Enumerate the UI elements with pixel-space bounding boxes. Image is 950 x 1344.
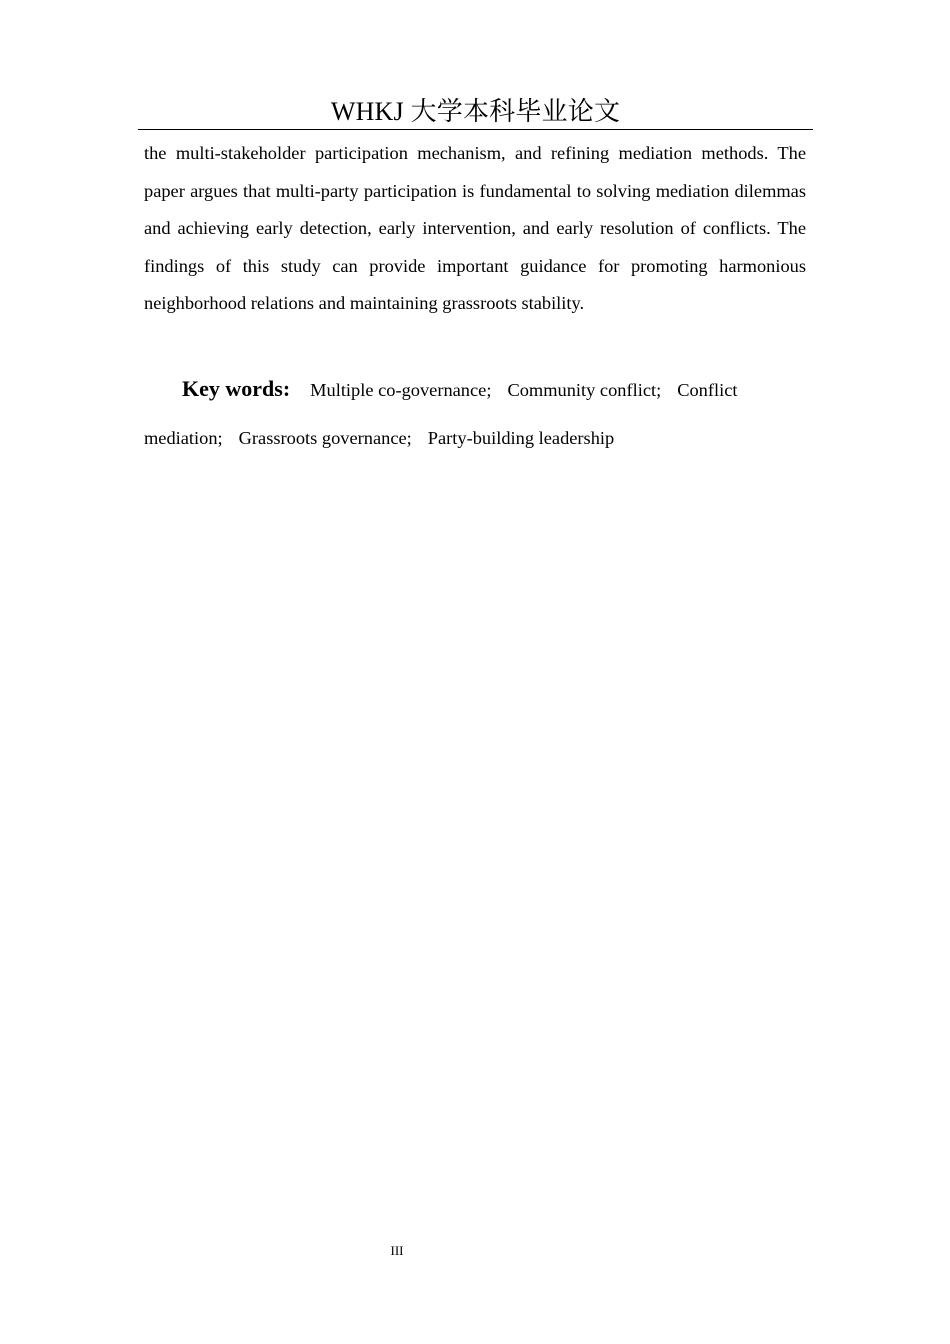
page-number: III: [390, 1243, 404, 1258]
page-header: [138, 96, 813, 130]
keyword-item: Grassroots governance;: [238, 428, 412, 448]
abstract-body: [144, 135, 806, 323]
abstract-line: and achieving early detection, early intervention, and early resolution of conflicts. The: [144, 218, 806, 238]
keywords-line: [144, 365, 806, 413]
keywords-line: [144, 413, 806, 463]
keywords-label: Key words:: [182, 376, 291, 401]
keyword-item: Conflict: [677, 380, 738, 400]
abstract-line: the multi-stakeholder participation mechanism, and refining mediation methods. The: [144, 143, 806, 163]
abstract-line: neighborhood relations and maintaining grassroots stability.: [144, 293, 585, 313]
abstract-line: paper argues that multi-party participation is fundamental to solving mediation dilemmas: [144, 180, 806, 201]
keyword-item: Community conflict;: [507, 380, 662, 400]
keyword-item: Party-building leadership: [427, 428, 615, 448]
abstract-line: findings of this study can provide important guidance for promoting harmonious: [144, 255, 806, 276]
keyword-item: Multiple co-governance;: [310, 380, 492, 400]
keyword-item: mediation;: [144, 428, 223, 448]
keywords-block: [144, 365, 806, 463]
page-header-title: WHKJ 大学本科毕业论文: [330, 97, 621, 126]
